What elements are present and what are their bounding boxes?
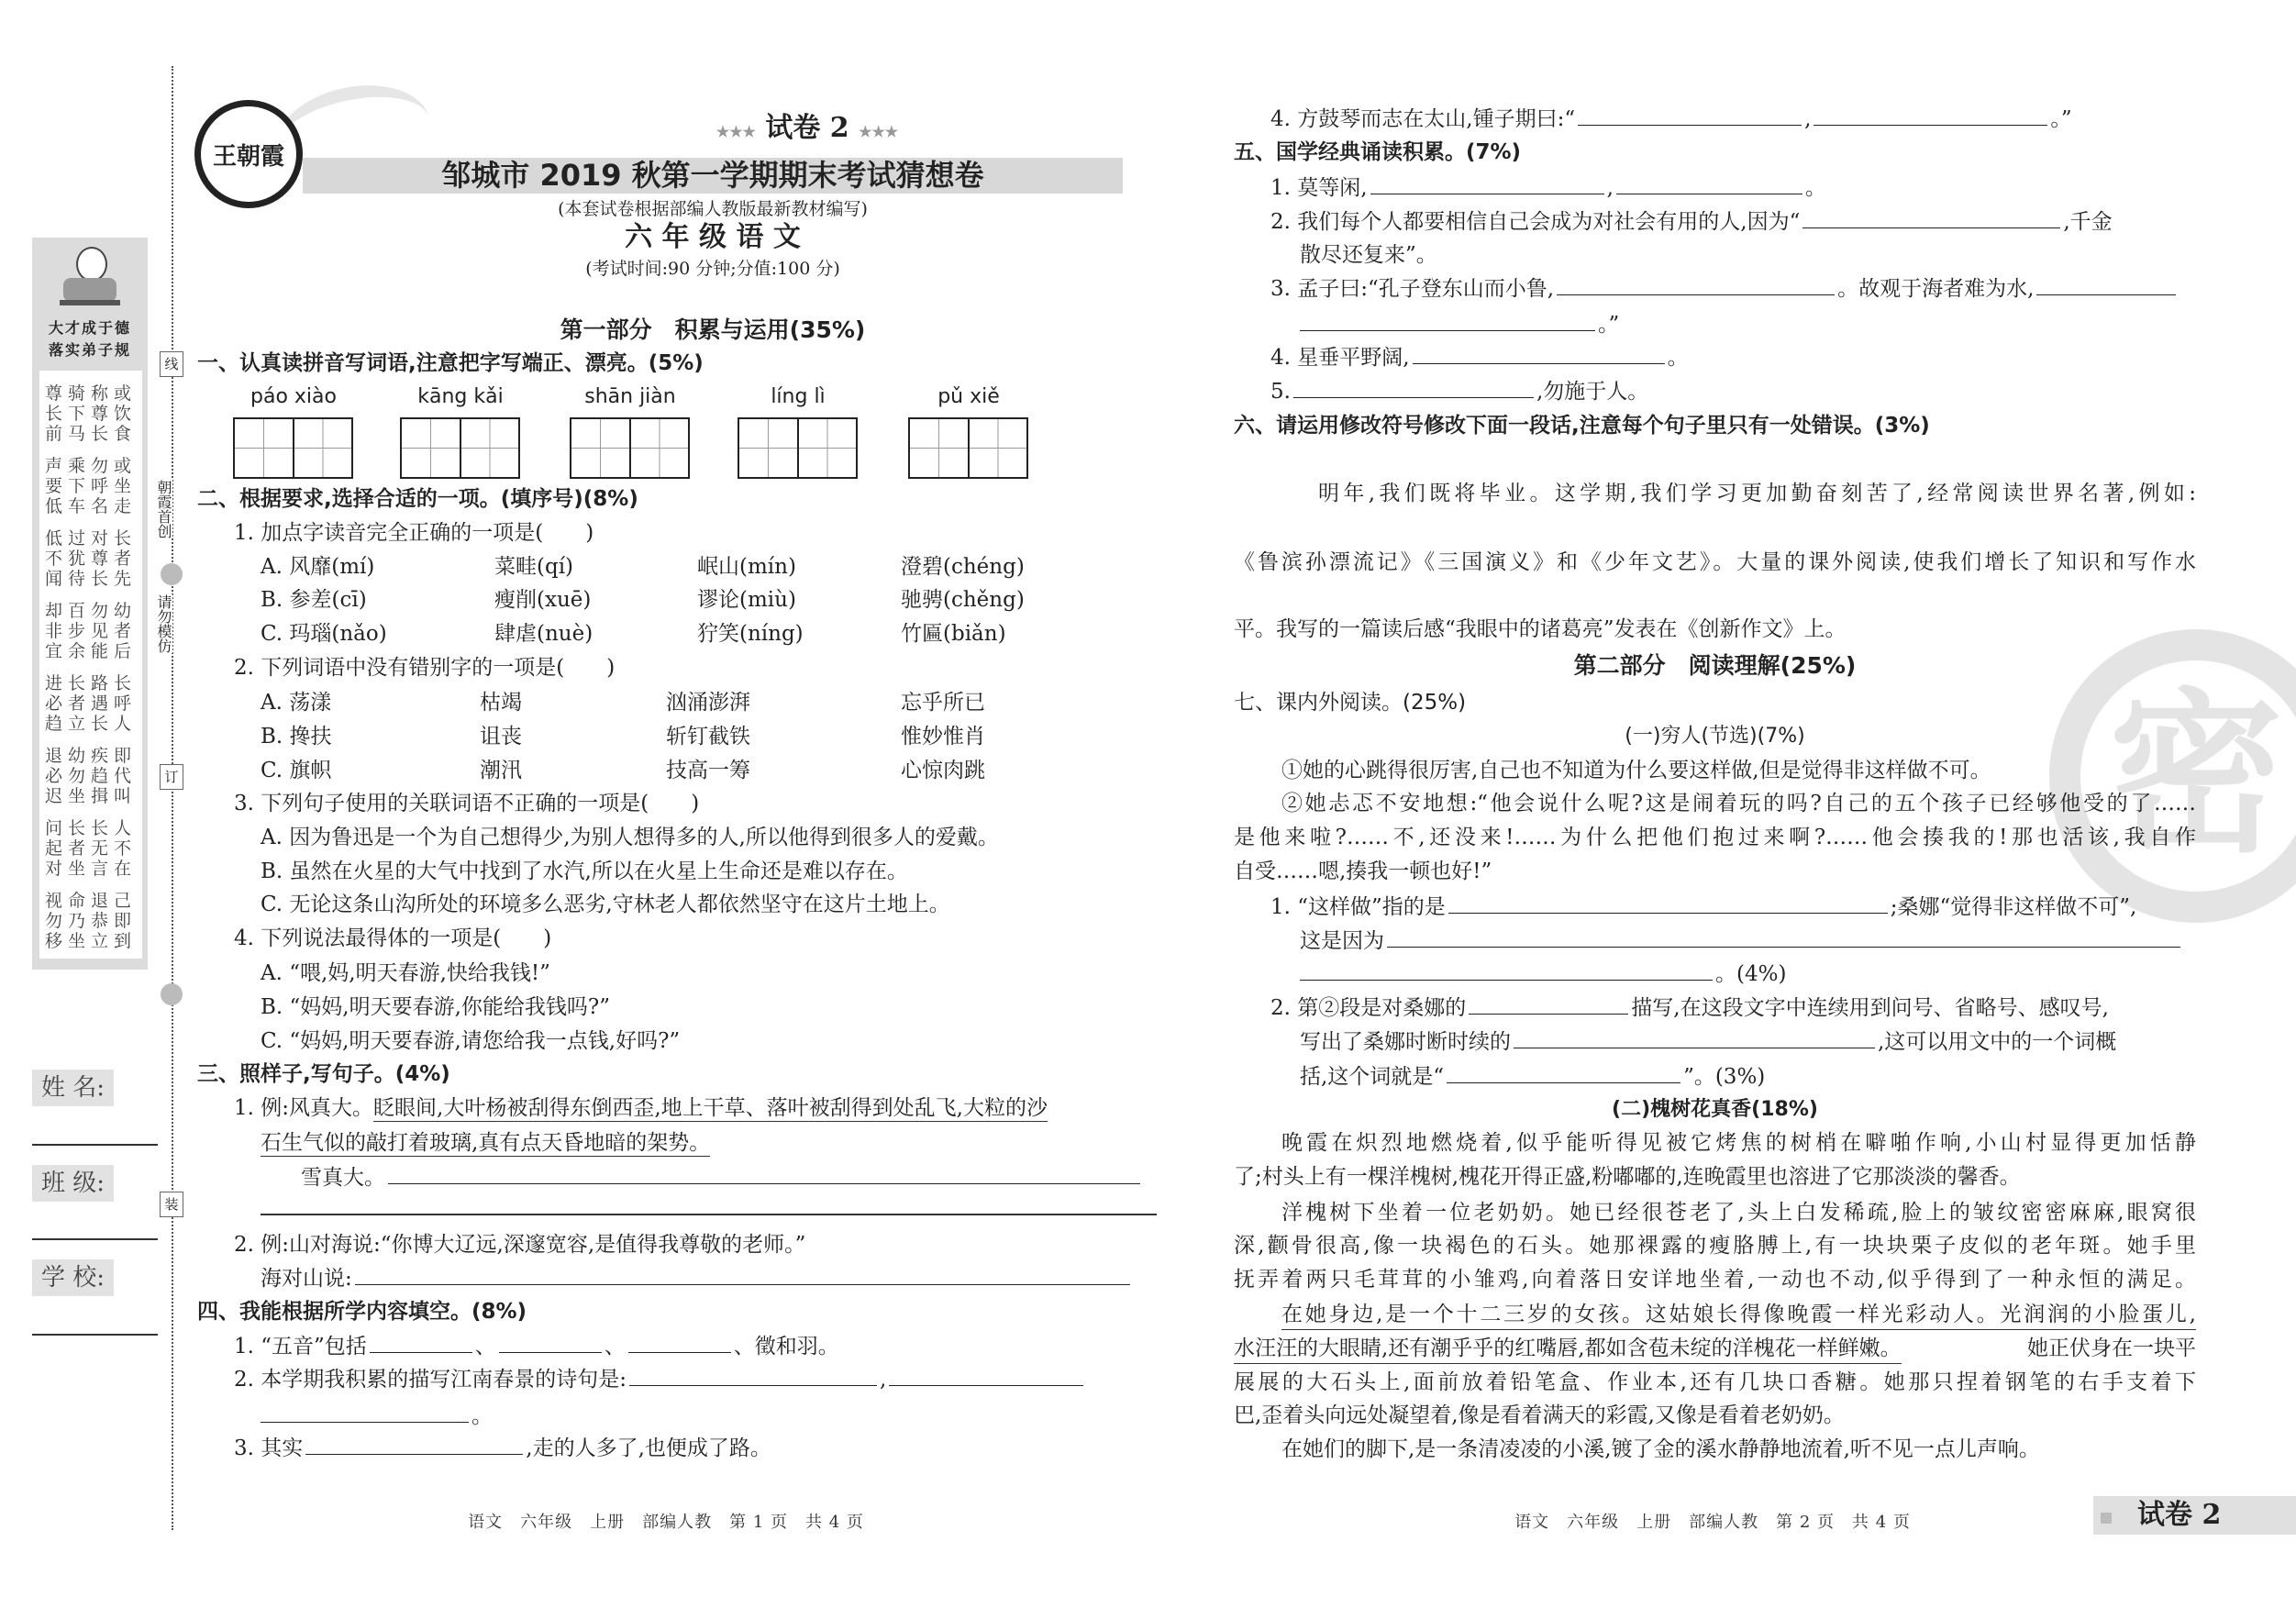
question-text: 写出了桑娜时断时续的 (1300, 1030, 1511, 1054)
question-text: 。故观于海者难为水, (1837, 277, 2035, 301)
pinyin-label: páo xiào (250, 385, 337, 408)
verse-row: 迟坐揖叫 (44, 786, 137, 806)
stars-icon: ★★★ (859, 123, 899, 140)
fill-question (1270, 993, 2109, 1022)
verse-block (39, 818, 142, 879)
vertical-note: 请勿模仿 (155, 594, 172, 653)
name-field[interactable] (32, 1144, 158, 1146)
option: A. “喂,妈,明天春游,快给我钱!” (261, 961, 550, 985)
answer-blank[interactable] (388, 1163, 1140, 1184)
passage-line: 自受……嗯,揍我一顿也好!” (1234, 859, 1492, 883)
verse-block (39, 673, 142, 734)
verse-row: 却百勿幼 (44, 601, 137, 621)
section-4-heading: 四、我能根据所学内容填空。(8%) (197, 1300, 527, 1324)
passage-1-title: (一)穷人(节选)(7%) (1625, 725, 1805, 748)
passage-line: 深,颧骨很高,像一块褐色的石头。她那裸露的瘦胳膊上,有一块块栗子皮似的老年斑。她手里 (1234, 1234, 2196, 1258)
confidential-stamp: 密 (2049, 629, 2296, 923)
answer-blank[interactable] (1578, 105, 1802, 126)
option: 诅丧 (480, 725, 522, 749)
prompt-text: 海对山说: (261, 1267, 352, 1291)
fill-question (1300, 959, 1786, 988)
question-text: 这是因为 (1300, 929, 1384, 953)
paper-tab-label: 试卷 2 (2137, 1499, 2222, 1531)
passage-text: 她正伏身在一块平 (2027, 1336, 2196, 1360)
question-text: 3. 孟子曰:“孔子登东山而小鲁, (1270, 277, 1555, 301)
verse-row: 移坐立到 (44, 931, 137, 951)
school-field[interactable] (32, 1334, 158, 1336)
passage-line: 了;村头上有一棵洋槐树,槐花开得正盛,粉嘟嘟的,连晚霞里也溶进了它那淡淡的馨香。 (1234, 1165, 2021, 1189)
class-field[interactable] (32, 1238, 158, 1240)
exam-info: (考试时间:90 分钟;分值:100 分) (585, 259, 840, 279)
question-text: 1. “这样做”指的是 (1270, 895, 1446, 919)
option: B. 搀扶 (261, 725, 332, 749)
passage-line: 洋槐树下坐着一位老奶奶。她已经很苍老了,头上白发稀疏,脸上的皱纹密密麻麻,眼窝很 (1281, 1201, 2196, 1225)
verse-row: 声乘勿或 (44, 456, 137, 476)
answer-blank[interactable] (1300, 310, 1595, 331)
answer-blank[interactable] (889, 1365, 1083, 1386)
option: 技高一筹 (666, 759, 750, 782)
question-text: 。(4%) (1715, 962, 1787, 986)
verse-block (39, 601, 142, 661)
answer-blank[interactable] (1469, 993, 1628, 1015)
answer-blank[interactable] (2036, 274, 2176, 295)
question-text: 描写,在这段文字中连续用到问号、省略号、感叹号, (1631, 996, 2109, 1020)
passage-line: 晚霞在炽烈地燃烧着,似乎能听得见被它烤焦的树梢在噼啪作响,小山村显得更加恬静 (1281, 1131, 2196, 1155)
square-decoration-icon (2101, 1513, 2112, 1524)
pinyin-label: líng lì (771, 385, 826, 408)
answer-blank[interactable] (261, 1402, 469, 1423)
question-text: 1. 莫等闲, (1270, 176, 1368, 200)
option: A. 荡漾 (261, 691, 332, 715)
question-text: 、 (604, 1335, 626, 1359)
section-2-heading: 二、根据要求,选择合适的一项。(填序号)(8%) (197, 487, 638, 511)
underlined-text: 石生气似的敲打着玻璃,真有点天昏地暗的架势。 (261, 1131, 711, 1155)
underlined-passage-line: 在她身边,是一个十二三岁的女孩。这姑娘长得像晚霞一样光彩动人。光润润的小脸蛋儿, (1281, 1301, 2196, 1330)
paper-label (550, 112, 1064, 149)
answer-blank[interactable] (1293, 377, 1534, 398)
fill-question (1270, 207, 2113, 236)
section-6-heading: 六、请运用修改符号修改下面一段话,注意每个句子里只有一处错误。(3%) (1234, 414, 1930, 438)
passage-line (1234, 1335, 2196, 1364)
writing-grid[interactable] (233, 417, 353, 479)
option: 竹匾(biǎn) (901, 622, 1006, 646)
section-1-heading: 一、认真读拼音写词语,注意把字写端正、漂亮。(5%) (197, 351, 704, 375)
paragraph-line: 平。我写的一篇读后感“我眼中的诸葛亮”发表在《创新作文》上。 (1234, 617, 1847, 641)
question-text: 5. (1270, 380, 1291, 404)
verse-row: 宜余能后 (44, 641, 137, 661)
verse-row: 进长路长 (44, 673, 137, 693)
verse-row: 非步见者 (44, 621, 137, 641)
passage-2-title: (二)槐树花真香(18%) (1612, 1098, 1818, 1121)
answer-prompt (261, 1264, 1133, 1292)
verse-block (39, 891, 142, 951)
fill-question (1300, 926, 2183, 955)
stars-icon: ★★★ (715, 123, 756, 140)
question-text: 1. 加点字读音完全正确的一项是( ) (234, 521, 594, 545)
passage-line: 是他来啦?……不,还没来!……为什么把他们抱过来啊?……他会揍我的!那也活该,我自作 (1234, 826, 2196, 849)
option: B. 参差(cī) (261, 588, 367, 612)
option: 汹涌澎湃 (666, 691, 750, 715)
writing-grid[interactable] (908, 417, 1028, 479)
fill-question (1300, 1027, 2116, 1056)
section-5-heading: 五、国学经典诵读积累。(7%) (1234, 140, 1522, 164)
question-text: 。 (1667, 346, 1689, 370)
publisher-logo (194, 100, 303, 208)
question-text: ,千金 (2063, 210, 2113, 234)
student-cartoon-icon (60, 247, 120, 320)
verse-row: 必者遇呼 (44, 693, 137, 714)
part-1-heading: 第一部分 积累与运用(35%) (560, 316, 866, 343)
fill-question (1270, 343, 1689, 372)
option: 枯竭 (480, 691, 522, 715)
verse-row: 勿乃恭即 (44, 911, 137, 931)
option: 狞笑(níng) (697, 622, 804, 646)
question-text: 1. “五音”包括 (234, 1335, 367, 1359)
option: 岷山(mín) (697, 555, 796, 579)
pinyin-label: kāng kǎi (417, 385, 504, 408)
example-prefix: 1. 例:风真大。 (234, 1096, 374, 1120)
answer-blank[interactable] (1557, 274, 1835, 295)
question-text: 。 (1804, 176, 1826, 200)
option: C. 无论这条山沟所处的环境多么恶劣,守林老人都依然坚守在这片土地上。 (261, 893, 950, 916)
fill-question (1270, 377, 1648, 405)
page-footer-right: 语文 六年级 上册 部编人教 第 2 页 共 4 页 (1514, 1513, 1911, 1532)
question-text: 3. 其实 (234, 1436, 304, 1460)
option: 潮汛 (480, 759, 522, 782)
question-text: 3. 下列句子使用的关联词语不正确的一项是( ) (234, 792, 700, 815)
option: A. 风靡(mí) (261, 555, 375, 579)
answer-blank[interactable] (499, 1332, 602, 1353)
answer-blank[interactable] (1448, 893, 1888, 914)
answer-blank[interactable] (628, 1332, 731, 1353)
option: B. 虽然在火星的大气中找到了水汽,所以在火星上生命还是难以存在。 (261, 859, 908, 883)
verse-row: 趋立长人 (44, 714, 137, 734)
passage-line: ②她忐忑不安地想:“他会说什么呢?这是闹着玩的吗?自己的五个孩子已经够他受的了…… (1281, 792, 2196, 815)
fill-question (234, 1434, 771, 1462)
answer-blank[interactable] (261, 1214, 1157, 1215)
section-3-heading: 三、照样子,写句子。(4%) (197, 1062, 450, 1086)
verse-row: 前马长食 (44, 424, 137, 444)
answer-blank[interactable] (1300, 959, 1713, 981)
fill-question (234, 1365, 1086, 1393)
answer-blank[interactable] (1802, 207, 2060, 228)
option: C. 旗帜 (261, 759, 332, 782)
smiley-icon (161, 563, 183, 585)
sidebar-motto-panel (32, 238, 148, 970)
question-text: 2. 第②段是对桑娜的 (1270, 996, 1467, 1020)
question-text: , (1606, 176, 1614, 200)
logo-text: 王朝霞 (212, 142, 284, 171)
question-text: 2. 下列词语中没有错别字的一项是( ) (234, 656, 616, 680)
question-text: 2. 我们每个人都要相信自己会成为对社会有用的人,因为“ (1270, 210, 1801, 234)
question-text: ,勿施于人。 (1536, 380, 1649, 404)
binding-mark: 订 (160, 764, 183, 790)
question-text: 2. 本学期我积累的描写江南春景的诗句是: (234, 1368, 627, 1392)
verse-block (39, 528, 142, 589)
page-footer-left: 语文 六年级 上册 部编人教 第 1 页 共 4 页 (468, 1513, 864, 1532)
school-label: 学 校: (32, 1259, 114, 1296)
question-text: 散尽还复来”。 (1300, 243, 1437, 267)
edition-note: (本套试卷根据部编人教版最新教材编写) (558, 199, 868, 219)
verse-row: 低过对长 (44, 528, 137, 549)
question-text: 4. 星垂平野阔, (1270, 346, 1410, 370)
verse-row: 要下呼坐 (44, 476, 137, 496)
passage-line: 在她们的脚下,是一条清凌凌的小溪,镀了金的溪水静静地流着,听不见一点儿声响。 (1281, 1437, 2040, 1461)
question-text: 。 (471, 1404, 493, 1428)
page-title: 邹城市 2019 秋第一学期期末考试猜想卷 (441, 158, 984, 193)
answer-blank[interactable] (629, 1365, 877, 1386)
answer-prompt (301, 1163, 1143, 1192)
verse-row: 低车名走 (44, 496, 137, 516)
question-text: 。” (1598, 313, 1620, 337)
question-text: , (1804, 107, 1812, 131)
example-sentence (261, 1129, 710, 1157)
paper-tab (2093, 1496, 2296, 1535)
underlined-text: 水汪汪的大眼睛,还有潮乎乎的红嘴唇,都如含苞未绽的洋槐花一样鲜嫩。 (1234, 1335, 1902, 1364)
section-7-heading: 七、课内外阅读。(25%) (1234, 691, 1467, 715)
answer-blank[interactable] (1616, 173, 1802, 194)
answer-blank[interactable] (1370, 173, 1604, 194)
fill-question (1270, 274, 2179, 303)
question-text: 、徵和羽。 (733, 1335, 839, 1359)
writing-grid[interactable] (738, 417, 858, 479)
motto-line: 大才成于德 (48, 319, 131, 337)
verse-row: 不犹尊者 (44, 549, 137, 569)
option: 心惊肉跳 (901, 759, 985, 782)
motto-line: 落实弟子规 (48, 341, 131, 359)
prompt-text: 雪真大。 (301, 1166, 385, 1190)
fill-question (1270, 173, 1826, 202)
question-text: 、 (474, 1335, 496, 1359)
answer-blank[interactable] (370, 1332, 472, 1353)
class-label: 班 级: (32, 1165, 114, 1202)
option: B. “妈妈,明天要春游,你能给我钱吗?” (261, 995, 610, 1019)
option: C. 玛瑙(nǎo) (261, 622, 387, 646)
fill-question (234, 1332, 839, 1360)
question-text: ”。(3%) (1683, 1065, 1766, 1089)
writing-grid[interactable] (570, 417, 690, 479)
verse-block (39, 456, 142, 516)
verse-row: 问长长人 (44, 818, 137, 838)
option: 澄碧(chéng) (901, 555, 1025, 579)
pinyin-label: pǔ xiě (937, 385, 1000, 408)
option: 瘦削(xuē) (494, 588, 592, 612)
verse-row: 闻待长先 (44, 569, 137, 589)
vertical-note: 朝霞首创 (155, 480, 172, 538)
question-text: ,这可以用文中的一个词概 (1878, 1030, 2117, 1054)
pinyin-label: shān jiàn (584, 385, 676, 408)
answer-blank[interactable] (1447, 1062, 1680, 1083)
passage-line: 抚弄着两只毛茸茸的小雏鸡,向着落日安详地坐着,一动也不动,似乎得到了一种永恒的满足。 (1234, 1268, 2196, 1292)
option: 谬论(miù) (697, 588, 796, 612)
writing-grid[interactable] (400, 417, 520, 479)
paragraph-line: 《鲁滨孙漂流记》《三国演义》和《少年文艺》。大量的课外阅读,使我们增长了知识和写作水 (1234, 550, 2196, 574)
passage-line: ①她的心跳得很厉害,自己也不知道为什么要这样做,但是觉得非这样做不可。 (1281, 759, 1991, 782)
verse-row: 起者无不 (44, 838, 137, 859)
answer-blank[interactable] (1814, 105, 2047, 126)
answer-blank[interactable] (1413, 343, 1665, 364)
binding-mark: 装 (160, 1192, 183, 1217)
verse-row: 视命退己 (44, 891, 137, 911)
underlined-text: 眨眼间,大叶杨被刮得东倒西歪,地上干草、落叶被刮得到处乱飞,大粒的沙 (373, 1096, 1048, 1120)
fill-question (1300, 310, 1619, 338)
verse-block (39, 383, 142, 444)
option: 肆虐(nuè) (494, 622, 593, 646)
question-text: , (880, 1368, 887, 1392)
question-text: 4. 下列说法最得体的一项是( ) (234, 926, 552, 950)
verse-row: 对坐言在 (44, 859, 137, 879)
option: 斩钉截铁 (666, 725, 750, 749)
paper-number: 试卷 2 (765, 112, 849, 144)
subject-title: 六 年 级 语 文 (625, 221, 801, 253)
passage-line: 展展的大石头上,面前放着铅笔盒、作业本,还有几块口香糖。她那只捏着钢笔的右手支着下 (1234, 1370, 2196, 1394)
verse-row: 必勿趋代 (44, 766, 137, 786)
example-sentence (234, 1094, 1048, 1122)
answer-blank[interactable] (1514, 1027, 1875, 1048)
answer-blank[interactable] (1387, 926, 2180, 948)
option: 忘乎所已 (901, 691, 985, 715)
option: A. 因为鲁迅是一个为自己想得少,为别人想得多的人,所以他得到很多人的爱戴。 (261, 826, 999, 849)
passage-line: 巴,歪着头向远处凝望着,像是看着满天的彩霞,又像是看着老奶奶。 (1234, 1403, 1845, 1427)
fill-question (1300, 1062, 1765, 1091)
name-label: 姓 名: (32, 1070, 114, 1106)
fill-question (1270, 105, 2072, 133)
question-text: ;桑娜“觉得非这样做不可”, (1890, 895, 2137, 919)
verse-row: 长下尊饮 (44, 404, 137, 424)
fill-question (261, 1402, 493, 1430)
smiley-icon (161, 983, 183, 1005)
answer-blank[interactable] (305, 1434, 523, 1455)
answer-blank[interactable] (355, 1264, 1130, 1285)
question-text: 。” (2050, 107, 2072, 131)
question-text: ,走的人多了,也便成了路。 (526, 1436, 771, 1460)
binding-dotted-line (172, 66, 173, 1530)
verse-box (39, 371, 142, 959)
option: 惟妙惟肖 (901, 725, 985, 749)
verse-row: 退幼疾即 (44, 746, 137, 766)
binding-mark: 线 (160, 351, 183, 377)
example-sentence: 2. 例:山对海说:“你博大辽远,深邃宽容,是值得我尊敬的老师。” (234, 1233, 806, 1257)
option: 驰骋(chěng) (901, 588, 1025, 612)
part-2-heading: 第二部分 阅读理解(25%) (1573, 652, 1857, 679)
paragraph-line: 明年,我们既将毕业。这学期,我们学习更加勤奋刻苦了,经常阅读世界名著,例如: (1318, 482, 2196, 505)
question-text: 4. 方鼓琴而志在太山,锺子期曰:“ (1270, 107, 1576, 131)
verse-block (39, 746, 142, 806)
fill-question (1270, 893, 2136, 921)
option: C. “妈妈,明天要春游,请您给我一点钱,好吗?” (261, 1029, 681, 1053)
question-text: 括,这个词就是“ (1300, 1065, 1445, 1089)
verse-row: 尊骑称或 (44, 383, 137, 404)
option: 菜畦(qí) (494, 555, 574, 579)
